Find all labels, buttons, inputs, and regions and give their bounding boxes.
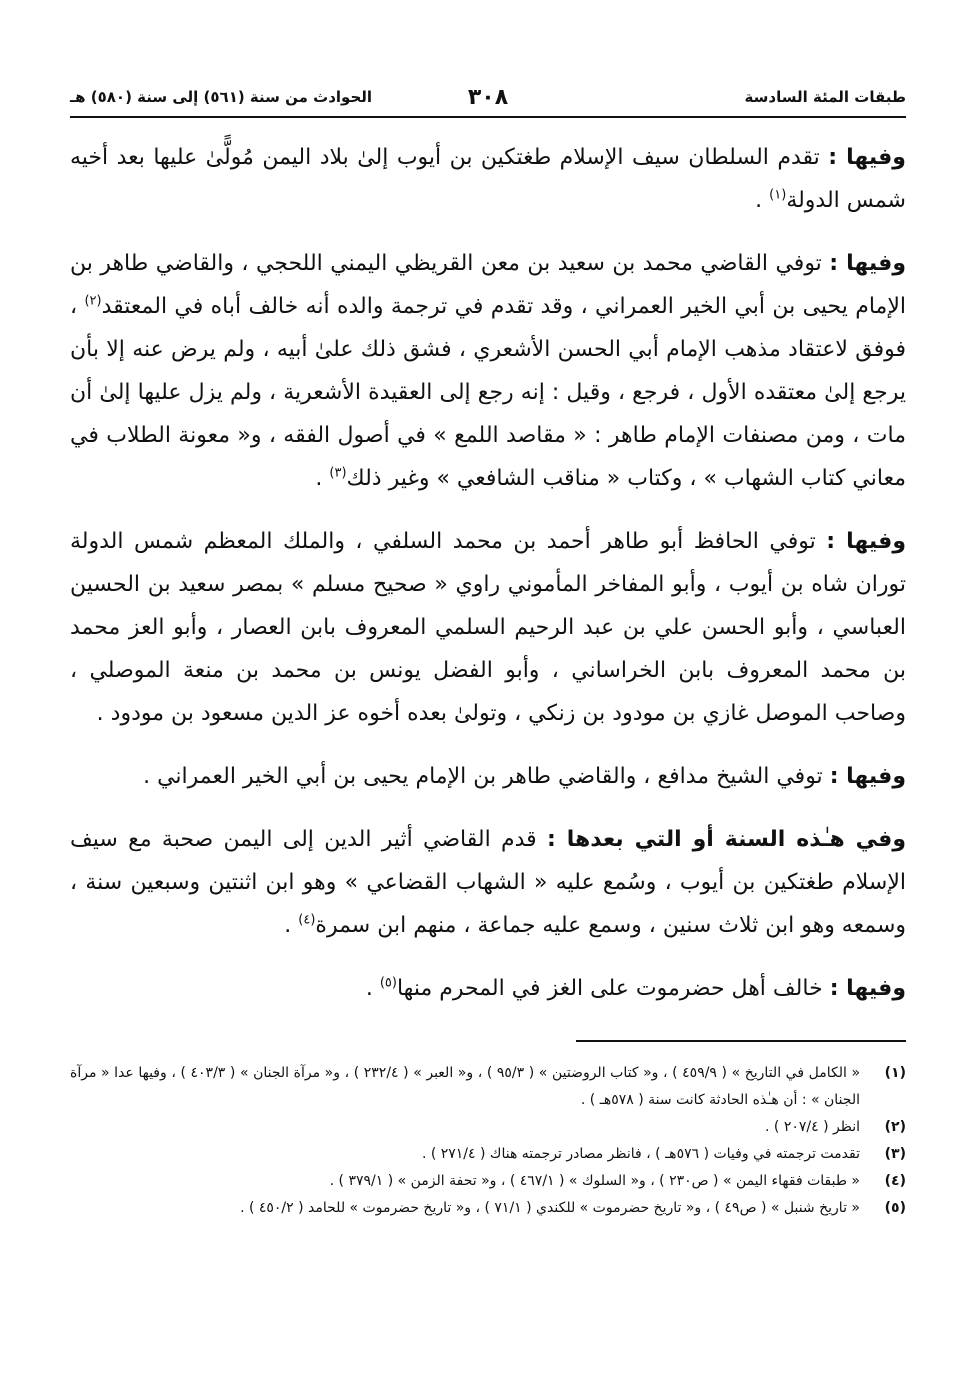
paragraph-5 xyxy=(70,818,906,947)
paragraph-tail: . xyxy=(365,976,380,1001)
footnote-text: « الكامل في التاريخ » ( ٤٥٩/٩ ) ، و« كتاب الروضتين » ( ٩٥/٣ ) ، و« العبر » ( ٢٣٢/٤ ) ، و« مرآة الجنان » ( ٤٠٣/٣ ) ، وفيها عدا « مرآة الجنان » : أن هـٰذه الحادثة كانت سنة ( ٥٧٨هـ ) . xyxy=(70,1065,861,1108)
footnote-ref[interactable]: (٢) xyxy=(84,293,102,309)
paragraph-1 xyxy=(70,136,906,222)
footnote xyxy=(70,1195,906,1222)
paragraph-tail: . xyxy=(755,188,770,213)
paragraph-text: قدم القاضي أثير الدين إلى اليمن صحبة مع سيف الإسلام طغتكين بن أيوب ، وسُمع عليه « الشهاب القضاعي » وهو ابن اثنتين وسبعين سنة ، وسمعه وهو ابن ثلاث سنين ، وسمع عليه جماعة ، منهم ابن سمرة xyxy=(70,827,906,938)
paragraph-tail: . xyxy=(315,466,330,491)
footnote-number: (١) xyxy=(884,1065,906,1081)
footnote-number: (٤) xyxy=(884,1173,906,1189)
paragraph-lead: وفيها : xyxy=(829,976,906,1001)
footnote-number: (٢) xyxy=(884,1119,906,1135)
paragraph-2 xyxy=(70,242,906,500)
footnote-ref[interactable]: (١) xyxy=(769,187,787,203)
page-number: ٣٠٨ xyxy=(467,85,509,110)
footnote-number: (٥) xyxy=(884,1200,906,1216)
footnote xyxy=(70,1114,906,1141)
footnotes xyxy=(70,1060,906,1222)
footnote-ref[interactable]: (٥) xyxy=(379,975,397,991)
footnote-number: (٣) xyxy=(884,1146,906,1162)
paragraph-lead: وفي هـٰذه السنة أو التي بعدها : xyxy=(546,827,906,852)
footnote-ref[interactable]: (٤) xyxy=(298,912,316,928)
paragraph-lead: وفيها : xyxy=(828,145,906,170)
paragraph-3 xyxy=(70,520,906,735)
footnote xyxy=(70,1141,906,1168)
footnote xyxy=(70,1168,906,1195)
running-head-right: طبقات المئة السادسة xyxy=(744,88,906,106)
footnote xyxy=(70,1060,906,1114)
paragraph-lead: وفيها : xyxy=(829,764,906,789)
paragraph-text: تقدم السلطان سيف الإسلام طغتكين بن أيوب إلىٰ بلاد اليمن مُولًّىٰ عليها بعد أخيه شمس الدولة xyxy=(70,145,906,213)
footnote-ref[interactable]: (٣) xyxy=(329,465,347,481)
footnote-text: تقدمت ترجمته في وفيات ( ٥٧٦هـ ) ، فانظر مصادر ترجمته هناك ( ٢٧١/٤ ) . xyxy=(421,1146,860,1162)
paragraph-text: خالف أهل حضرموت على الغز في المحرم منها xyxy=(396,976,830,1001)
paragraph-text: توفي الحافظ أبو طاهر أحمد بن محمد السلفي ، والملك المعظم شمس الدولة توران شاه بن أيوب ، وأبو المفاخر المأموني راوي « صحيح مسلم » بمصر سعيد بن الحسين العباسي ، وأبو الحسن علي بن عبد الرحيم السلمي المعروف بابن العصار ، وأبو العز محمد بن محمد المعروف بابن الخراساني ، وأبو الفضل يونس بن محمد بن منعة الموصلي ، وصاحب الموصل غازي بن مودود بن زنكي ، وتولىٰ بعده أخوه عز الدين مسعود بن مودود . xyxy=(70,529,906,726)
footnote-text: « طبقات فقهاء اليمن » ( ص٢٣٠ ) ، و« السلوك » ( ٤٦٧/١ ) ، و« تحفة الزمن » ( ٣٧٩/١ ) . xyxy=(329,1173,860,1189)
paragraph-text: توفي القاضي محمد بن سعيد بن معن القريظي اليمني اللحجي ، والقاضي طاهر بن الإمام يحيى بن أبي الخير العمراني ، وقد تقدم في ترجمة والده أنه خالف أباه في المعتقد xyxy=(70,251,906,319)
paragraph-lead: وفيها : xyxy=(826,529,906,554)
paragraph-lead: وفيها : xyxy=(829,251,906,276)
paragraph-6 xyxy=(70,967,906,1010)
paragraph-tail: ، فوفق لاعتقاد مذهب الإمام أبي الحسن الأشعري ، فشق ذلك علىٰ أبيه ، ولم يرض عنه إلا بأن يرجع إلىٰ معتقده الأول ، فرجع ، وقيل : إنه رجع إلى العقيدة الأشعرية ، ولم يزل عليها إلىٰ أن مات ، ومن مصنفات الإمام طاهر : « مقاصد اللمع » في أصول الفقه ، و« معونة الطلاب في معاني كتاب الشهاب » ، وكتاب « مناقب الشافعي » وغير ذلك xyxy=(70,294,906,491)
footnote-separator xyxy=(576,1040,906,1042)
paragraph-4 xyxy=(70,755,906,798)
running-head-left: الحوادث من سنة (٥٦١) إلى سنة (٥٨٠) هـ xyxy=(70,88,373,106)
header-rule xyxy=(70,116,906,118)
book-page xyxy=(70,70,906,1222)
paragraph-tail: . xyxy=(284,913,299,938)
paragraph-text: توفي الشيخ مدافع ، والقاضي طاهر بن الإمام يحيى بن أبي الخير العمراني . xyxy=(143,764,830,789)
page-header xyxy=(70,70,906,116)
footnote-text: « تاريخ شنبل » ( ص٤٩ ) ، و« تاريخ حضرموت » للكندي ( ٧١/١ ) ، و« تاريخ حضرموت » للحامد ( ٤٥٠/٢ ) . xyxy=(240,1200,860,1216)
footnote-text: انظر ( ٢٠٧/٤ ) . xyxy=(765,1119,860,1135)
